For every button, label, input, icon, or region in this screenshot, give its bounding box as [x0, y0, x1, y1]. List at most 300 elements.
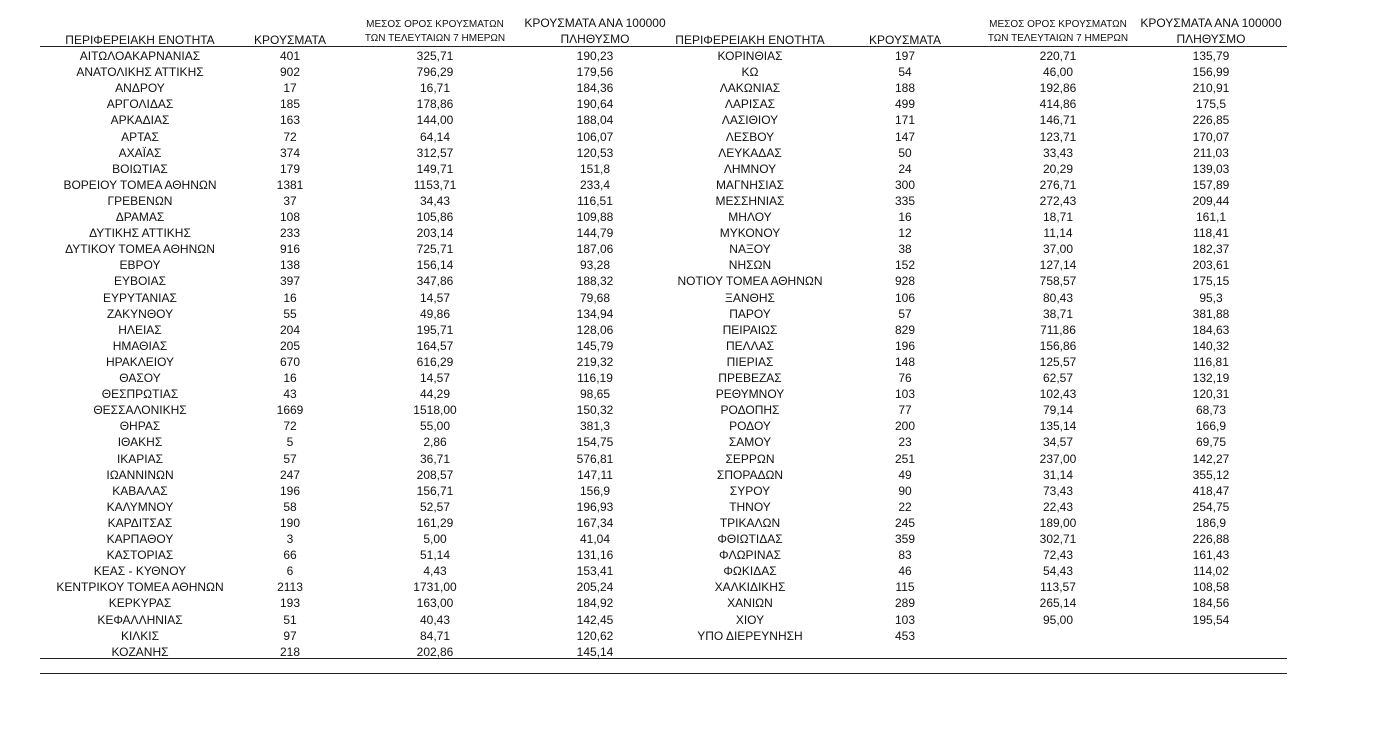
per100k-cell: 135,79 [1192, 49, 1230, 63]
cases-cell: 499 [894, 97, 916, 112]
avg7-cell: 51,14 [419, 548, 451, 563]
region-cell: ΛΕΥΚΑΔΑΣ [718, 145, 782, 160]
per100k-cell: 109,88 [576, 210, 614, 224]
table-row [0, 161, 1375, 177]
region-cell: ΜΕΣΣΗΝΙΑΣ [715, 193, 785, 208]
per100k-cell: 195,54 [1192, 612, 1230, 627]
per100k-cell: 184,36 [576, 81, 614, 96]
table-row [0, 64, 1375, 80]
table-row [0, 112, 1375, 128]
avg7-cell: 34,43 [419, 193, 451, 208]
region-cell: ΚΩ [741, 65, 759, 80]
region-cell: ΠΕΙΡΑΙΩΣ [722, 322, 778, 337]
region-cell: ΣΑΜΟΥ [728, 435, 772, 450]
per100k-cell: 69,75 [1195, 435, 1227, 450]
cases-cell: 190 [279, 515, 301, 530]
cases-cell: 103 [894, 387, 916, 402]
per100k-cell: 142,45 [576, 612, 614, 627]
per100k-cell: 154,75 [576, 435, 614, 450]
avg7-cell: 123,71 [1039, 129, 1077, 144]
region-cell: ΛΕΣΒΟΥ [725, 129, 775, 144]
region-cell: ΧΑΛΚΙΔΙΚΗΣ [714, 580, 786, 595]
region-cell: ΡΟΔΟΥ [729, 419, 771, 434]
avg7-cell: 220,71 [1039, 49, 1077, 63]
region-cell: ΠΙΕΡΙΑΣ [726, 354, 774, 369]
cases-cell: 12 [898, 226, 912, 241]
table-row [0, 547, 1375, 563]
header-per100k-right-line1: ΚΡΟΥΣΜΑΤΑ ΑΝΑ 100000 [1140, 16, 1282, 30]
region-cell: ΚΕΝΤΡΙΚΟΥ ΤΟΜΕΑ ΑΘΗΝΩΝ [56, 580, 224, 595]
avg7-cell: 49,86 [419, 306, 451, 321]
cases-cell: 43 [283, 387, 297, 402]
region-cell: ΝΑΞΟΥ [729, 242, 771, 257]
per100k-cell: 120,62 [576, 628, 614, 643]
region-cell: ΒΟΡΕΙΟΥ ΤΟΜΕΑ ΑΘΗΝΩΝ [63, 177, 217, 192]
region-cell: ΗΛΕΙΑΣ [118, 322, 162, 337]
header-cases-right: ΚΡΟΥΣΜΑΤΑ [869, 33, 941, 47]
avg7-cell: 102,43 [1039, 387, 1077, 402]
per100k-cell: 226,85 [1192, 113, 1230, 128]
table-row [0, 386, 1375, 402]
per100k-cell: 182,37 [1192, 242, 1230, 257]
region-cell: ΤΡΙΚΑΛΩΝ [719, 515, 781, 530]
region-cell: ΝΟΤΙΟΥ ΤΟΜΕΑ ΑΘΗΝΩΝ [677, 274, 823, 289]
avg7-cell: 72,43 [1042, 548, 1074, 563]
avg7-cell: 325,71 [416, 49, 454, 63]
per100k-cell: 108,58 [1192, 580, 1230, 595]
cases-cell: 16 [898, 210, 912, 224]
cases-cell: 90 [898, 483, 912, 498]
table-row [0, 402, 1375, 418]
table-row [0, 483, 1375, 499]
cases-cell: 72 [283, 419, 297, 434]
per100k-cell: 118,41 [1193, 226, 1229, 241]
avg7-cell: 79,14 [1042, 403, 1074, 418]
table-row [0, 354, 1375, 370]
header-avg-right-line1: ΜΕΣΟΣ ΟΡΟΣ ΚΡΟΥΣΜΑΤΩΝ [989, 19, 1127, 30]
region-cell: ΚΑΛΥΜΝΟΥ [106, 499, 174, 514]
cases-cell: 57 [283, 451, 297, 466]
avg7-cell: 14,57 [419, 371, 451, 385]
avg7-cell: 125,57 [1039, 354, 1077, 369]
region-cell: ΝΗΣΩΝ [728, 258, 772, 273]
region-cell: ΦΛΩΡΙΝΑΣ [719, 548, 781, 563]
region-cell: ΤΗΝΟΥ [729, 499, 771, 514]
avg7-cell: 37,00 [1042, 242, 1074, 257]
cases-cell: 108 [279, 210, 301, 224]
avg7-cell: 616,29 [416, 354, 454, 369]
table-row [0, 209, 1375, 225]
region-cell: ΚΙΛΚΙΣ [120, 628, 160, 643]
per100k-cell: 190,64 [576, 97, 614, 112]
table-row [0, 257, 1375, 273]
region-cell: ΥΠΟ ΔΙΕΡΕΥΝΗΣΗ [697, 628, 803, 643]
cases-cell: 22 [898, 499, 912, 514]
avg7-cell: 203,14 [416, 226, 454, 241]
per100k-cell: 175,15 [1192, 274, 1230, 289]
avg7-cell: 347,86 [416, 274, 454, 289]
cases-cell: 196 [894, 338, 916, 353]
avg7-cell: 192,86 [1039, 81, 1077, 96]
header-rule [40, 46, 1287, 47]
per100k-cell: 576,81 [576, 451, 614, 466]
per100k-cell: 142,27 [1192, 451, 1230, 466]
per100k-cell: 116,51 [577, 193, 613, 208]
per100k-cell: 381,3 [579, 419, 611, 434]
per100k-cell: 226,88 [1192, 532, 1230, 546]
header-avg-left-line2: ΤΩΝ ΤΕΛΕΥΤΑΙΩΝ 7 ΗΜΕΡΩΝ [364, 33, 506, 44]
cases-cell: 196 [279, 483, 301, 498]
table-row [0, 579, 1375, 595]
cases-cell: 147 [894, 129, 916, 144]
region-cell: ΚΟΖΑΝΗΣ [111, 644, 169, 659]
cases-cell: 38 [898, 242, 912, 257]
region-cell: ΙΚΑΡΙΑΣ [116, 451, 164, 466]
avg7-cell: 54,43 [1042, 564, 1074, 579]
per100k-cell: 161,1 [1195, 210, 1227, 224]
avg7-cell: 195,71 [416, 322, 454, 337]
cases-cell: 57 [898, 306, 912, 321]
region-cell: ΑΙΤΩΛΟΑΚΑΡΝΑΝΙΑΣ [79, 49, 201, 63]
per100k-cell: 79,68 [579, 290, 611, 305]
region-cell: ΘΑΣΟΥ [119, 371, 161, 385]
avg7-cell: 4,43 [423, 564, 447, 579]
region-cell: ΑΡΓΟΛΙΔΑΣ [106, 97, 174, 112]
avg7-cell: 18,71 [1042, 210, 1074, 224]
cases-cell: 193 [279, 596, 301, 611]
per100k-cell: 145,79 [576, 338, 614, 353]
per100k-cell: 68,73 [1195, 403, 1227, 418]
region-cell: ΞΑΝΘΗΣ [725, 290, 775, 305]
region-cell: ΣΕΡΡΩΝ [725, 451, 775, 466]
per100k-cell: 209,44 [1192, 193, 1230, 208]
region-cell: ΚΕΑΣ - ΚΥΘΝΟΥ [93, 564, 187, 579]
region-cell: ΜΗΛΟΥ [728, 210, 772, 224]
per100k-cell: 184,63 [1192, 322, 1230, 337]
avg7-cell: 189,00 [1039, 515, 1077, 530]
table-row [0, 306, 1375, 322]
avg7-cell: 14,57 [419, 290, 451, 305]
header-avg-left-line1: ΜΕΣΟΣ ΟΡΟΣ ΚΡΟΥΣΜΑΤΩΝ [366, 19, 504, 30]
header-avg-right-line2: ΤΩΝ ΤΕΛΕΥΤΑΙΩΝ 7 ΗΜΕΡΩΝ [987, 33, 1129, 44]
avg7-cell: 276,71 [1039, 177, 1077, 192]
region-cell: ΜΥΚΟΝΟΥ [719, 226, 781, 241]
region-cell: ΑΡΤΑΣ [121, 129, 159, 144]
avg7-cell: 5,00 [423, 532, 447, 546]
avg7-cell: 95,00 [1042, 612, 1074, 627]
cases-cell: 83 [898, 548, 912, 563]
avg7-cell: 33,43 [1042, 145, 1074, 160]
table-row [0, 80, 1375, 96]
avg7-cell: 38,71 [1042, 306, 1074, 321]
region-cell: ΔΥΤΙΚΟΥ ΤΟΜΕΑ ΑΘΗΝΩΝ [65, 242, 215, 257]
avg7-cell: 302,71 [1039, 532, 1077, 546]
header-cases-left: ΚΡΟΥΣΜΑΤΑ [254, 33, 326, 47]
per100k-cell: 139,03 [1192, 161, 1230, 176]
region-cell: ΑΝΑΤΟΛΙΚΗΣ ΑΤΤΙΚΗΣ [76, 65, 204, 80]
avg7-cell: 711,86 [1040, 322, 1076, 337]
region-cell: ΔΡΑΜΑΣ [115, 210, 165, 224]
avg7-cell: 1518,00 [413, 403, 457, 418]
cases-cell: 24 [898, 161, 912, 176]
per100k-cell: 156,99 [1192, 65, 1230, 80]
avg7-cell: 312,57 [416, 145, 454, 160]
region-cell: ΒΟΙΩΤΙΑΣ [112, 161, 168, 176]
per100k-cell: 114,02 [1193, 564, 1229, 579]
cases-cell: 17 [283, 81, 297, 96]
cases-cell: 185 [279, 97, 301, 112]
per100k-cell: 145,14 [576, 644, 614, 659]
table-row [0, 322, 1375, 338]
cases-cell: 37 [283, 193, 297, 208]
table-row [0, 145, 1375, 161]
region-cell: ΕΥΡΥΤΑΝΙΑΣ [103, 290, 177, 305]
avg7-cell: 414,86 [1039, 97, 1077, 112]
cases-cell: 197 [894, 49, 916, 63]
cases-cell: 66 [283, 548, 297, 563]
per100k-cell: 132,19 [1192, 371, 1230, 385]
per100k-cell: 153,41 [576, 564, 614, 579]
table-row [0, 451, 1375, 467]
per100k-cell: 150,32 [576, 403, 614, 418]
cases-cell: 247 [279, 467, 301, 482]
table-row [0, 499, 1375, 515]
cases-cell: 16 [283, 290, 297, 305]
region-cell: ΑΧΑΪΑΣ [118, 145, 162, 160]
per100k-cell: 167,34 [576, 515, 614, 530]
header-per100k-left-line1: ΚΡΟΥΣΜΑΤΑ ΑΝΑ 100000 [524, 16, 666, 30]
region-cell: ΖΑΚΥΝΘΟΥ [106, 306, 174, 321]
cases-cell: 103 [894, 612, 916, 627]
region-cell: ΡΕΘΥΜΝΟΥ [715, 387, 785, 402]
table-row [0, 241, 1375, 257]
avg7-cell: 64,14 [419, 129, 451, 144]
cases-cell: 106 [894, 290, 916, 305]
avg7-cell: 31,14 [1042, 467, 1074, 482]
per100k-cell: 210,91 [1192, 81, 1230, 96]
cases-cell: 54 [898, 65, 912, 80]
per100k-cell: 156,9 [579, 483, 611, 498]
cases-cell: 115 [895, 580, 915, 595]
table-row [0, 370, 1375, 386]
cases-cell: 902 [279, 65, 301, 80]
per100k-cell: 184,92 [576, 596, 614, 611]
region-cell: ΚΑΡΠΑΘΟΥ [106, 532, 174, 546]
table-row [0, 418, 1375, 434]
per100k-cell: 157,89 [1192, 177, 1230, 192]
per100k-cell: 205,24 [576, 580, 614, 595]
per100k-cell: 188,32 [576, 274, 614, 289]
per100k-cell: 211,03 [1193, 145, 1229, 160]
cases-cell: 72 [283, 129, 297, 144]
table-row [0, 48, 1375, 64]
cases-cell: 916 [279, 242, 301, 257]
header-region-right: ΠΕΡΙΦΕΡΕΙΑΚΗ ΕΝΟΤΗΤΑ [675, 33, 825, 47]
avg7-cell: 164,57 [416, 338, 454, 353]
per100k-cell: 120,53 [576, 145, 614, 160]
region-cell: ΚΕΦΑΛΛΗΝΙΑΣ [97, 612, 183, 627]
cases-cell: 218 [279, 644, 301, 659]
per100k-cell: 184,56 [1192, 596, 1230, 611]
cases-cell: 179 [279, 161, 301, 176]
per100k-cell: 203,61 [1192, 258, 1230, 273]
per100k-cell: 179,56 [576, 65, 614, 80]
cases-cell: 245 [894, 515, 916, 530]
table-row [0, 290, 1375, 306]
avg7-cell: 16,71 [419, 81, 451, 96]
cases-cell: 2113 [277, 580, 303, 595]
region-cell: ΠΑΡΟΥ [729, 306, 771, 321]
region-cell: ΕΥΒΟΙΑΣ [113, 274, 167, 289]
region-cell: ΙΘΑΚΗΣ [117, 435, 163, 450]
table-row [0, 644, 1375, 660]
avg7-cell: 272,43 [1039, 193, 1077, 208]
region-cell: ΑΡΚΑΔΙΑΣ [110, 113, 170, 128]
region-cell: ΠΡΕΒΕΖΑΣ [718, 371, 782, 385]
cases-cell: 453 [894, 628, 916, 643]
per100k-cell: 128,06 [576, 322, 614, 337]
avg7-cell: 796,29 [416, 65, 454, 80]
table-row [0, 129, 1375, 145]
cases-cell: 50 [898, 145, 912, 160]
avg7-cell: 22,43 [1042, 499, 1074, 514]
cases-cell: 148 [894, 354, 916, 369]
region-cell: ΛΑΡΙΣΑΣ [724, 97, 776, 112]
avg7-cell: 34,57 [1042, 435, 1074, 450]
table-row [0, 467, 1375, 483]
header-region-left: ΠΕΡΙΦΕΡΕΙΑΚΗ ΕΝΟΤΗΤΑ [65, 33, 215, 47]
per100k-cell: 134,94 [576, 306, 614, 321]
avg7-cell: 62,57 [1042, 371, 1074, 385]
table-row [0, 177, 1375, 193]
table-row [0, 531, 1375, 547]
cases-cell: 928 [894, 274, 916, 289]
region-cell: ΚΕΡΚΥΡΑΣ [108, 596, 172, 611]
table-row [0, 273, 1375, 289]
region-cell: ΛΑΣΙΘΙΟΥ [721, 113, 779, 128]
cases-cell: 374 [279, 145, 301, 160]
region-cell: ΜΑΓΝΗΣΙΑΣ [715, 177, 785, 192]
table-row [0, 595, 1375, 611]
avg7-cell: 55,00 [419, 419, 451, 434]
cases-cell: 251 [894, 451, 916, 466]
cases-cell: 188 [894, 81, 916, 96]
per100k-cell: 418,47 [1192, 483, 1230, 498]
cases-cell: 171 [894, 113, 916, 128]
region-cell: ΗΡΑΚΛΕΙΟΥ [105, 354, 175, 369]
avg7-cell: 52,57 [419, 499, 451, 514]
cases-cell: 46 [898, 564, 912, 579]
header-per100k-right-line2: ΠΛΗΘΥΣΜΟ [1176, 32, 1246, 46]
avg7-cell: 40,43 [419, 612, 451, 627]
cases-cell: 97 [283, 628, 297, 643]
avg7-cell: 36,71 [419, 451, 451, 466]
cases-cell: 49 [898, 467, 912, 482]
cases-cell: 58 [283, 499, 297, 514]
avg7-cell: 127,14 [1039, 258, 1077, 273]
cases-cell: 138 [279, 258, 301, 273]
cases-cell: 1669 [276, 403, 304, 418]
region-cell: ΡΟΔΟΠΗΣ [720, 403, 780, 418]
avg7-cell: 237,00 [1039, 451, 1077, 466]
avg7-cell: 135,14 [1039, 419, 1077, 434]
cases-cell: 829 [894, 322, 916, 337]
per100k-cell: 187,06 [576, 242, 614, 257]
region-cell: ΠΕΛΛΑΣ [725, 338, 775, 353]
region-cell: ΔΥΤΙΚΗΣ ΑΤΤΙΚΗΣ [89, 226, 191, 241]
table-row [0, 628, 1375, 644]
per100k-cell: 186,9 [1195, 515, 1227, 530]
region-cell: ΘΕΣΣΑΛΟΝΙΚΗΣ [93, 403, 187, 418]
per100k-cell: 131,16 [576, 548, 614, 563]
per100k-cell: 190,23 [576, 49, 614, 63]
region-cell: ΚΟΡΙΝΘΙΑΣ [717, 49, 783, 63]
region-cell: ΙΩΑΝΝΙΝΩΝ [106, 467, 174, 482]
cases-cell: 401 [279, 49, 301, 63]
region-cell: ΕΒΡΟΥ [119, 258, 161, 273]
cases-cell: 77 [898, 403, 912, 418]
avg7-cell: 73,43 [1042, 483, 1074, 498]
avg7-cell: 208,57 [416, 467, 454, 482]
avg7-cell: 161,29 [416, 515, 454, 530]
cases-cell: 76 [898, 371, 912, 385]
cases-cell: 3 [286, 532, 294, 546]
region-cell: ΣΥΡΟΥ [729, 483, 771, 498]
region-cell: ΧΙΟΥ [735, 612, 765, 627]
region-cell: ΛΗΜΝΟΥ [723, 161, 777, 176]
avg7-cell: 146,71 [1039, 113, 1077, 128]
bottom-rule-2 [40, 673, 1287, 674]
per100k-cell: 98,65 [579, 387, 611, 402]
avg7-cell: 46,00 [1042, 65, 1074, 80]
cases-cell: 1381 [276, 177, 304, 192]
cases-cell: 23 [898, 435, 912, 450]
avg7-cell: 20,29 [1042, 161, 1074, 176]
avg7-cell: 156,14 [416, 258, 454, 273]
region-cell: ΛΑΚΩΝΙΑΣ [719, 81, 781, 96]
per100k-cell: 140,32 [1192, 338, 1230, 353]
avg7-cell: 178,86 [416, 97, 454, 112]
cases-cell: 6 [286, 564, 294, 579]
region-cell: ΘΗΡΑΣ [119, 419, 161, 434]
per100k-cell: 151,8 [579, 161, 611, 176]
table-row [0, 96, 1375, 112]
header-per100k-left-line2: ΠΛΗΘΥΣΜΟ [560, 32, 630, 46]
avg7-cell: 84,71 [419, 628, 451, 643]
region-cell: ΦΘΙΩΤΙΔΑΣ [717, 532, 783, 546]
table-row [0, 515, 1375, 531]
per100k-cell: 219,32 [576, 354, 614, 369]
per100k-cell: 196,93 [576, 499, 614, 514]
per100k-cell: 144,79 [576, 226, 614, 241]
cases-cell: 55 [283, 306, 297, 321]
cases-cell: 335 [894, 193, 916, 208]
cases-cell: 670 [279, 354, 301, 369]
region-cell: ΓΡΕΒΕΝΩΝ [107, 193, 173, 208]
avg7-cell: 265,14 [1039, 596, 1077, 611]
avg7-cell: 725,71 [416, 242, 454, 257]
per100k-cell: 41,04 [579, 532, 611, 546]
avg7-cell: 149,71 [416, 161, 454, 176]
cases-cell: 16 [283, 371, 297, 385]
region-cell: ΑΝΔΡΟΥ [115, 81, 165, 96]
table-row [0, 338, 1375, 354]
cases-cell: 205 [279, 338, 301, 353]
cases-cell: 5 [286, 435, 294, 450]
cases-cell: 200 [894, 419, 916, 434]
cases-cell: 51 [283, 612, 297, 627]
table-row [0, 434, 1375, 450]
